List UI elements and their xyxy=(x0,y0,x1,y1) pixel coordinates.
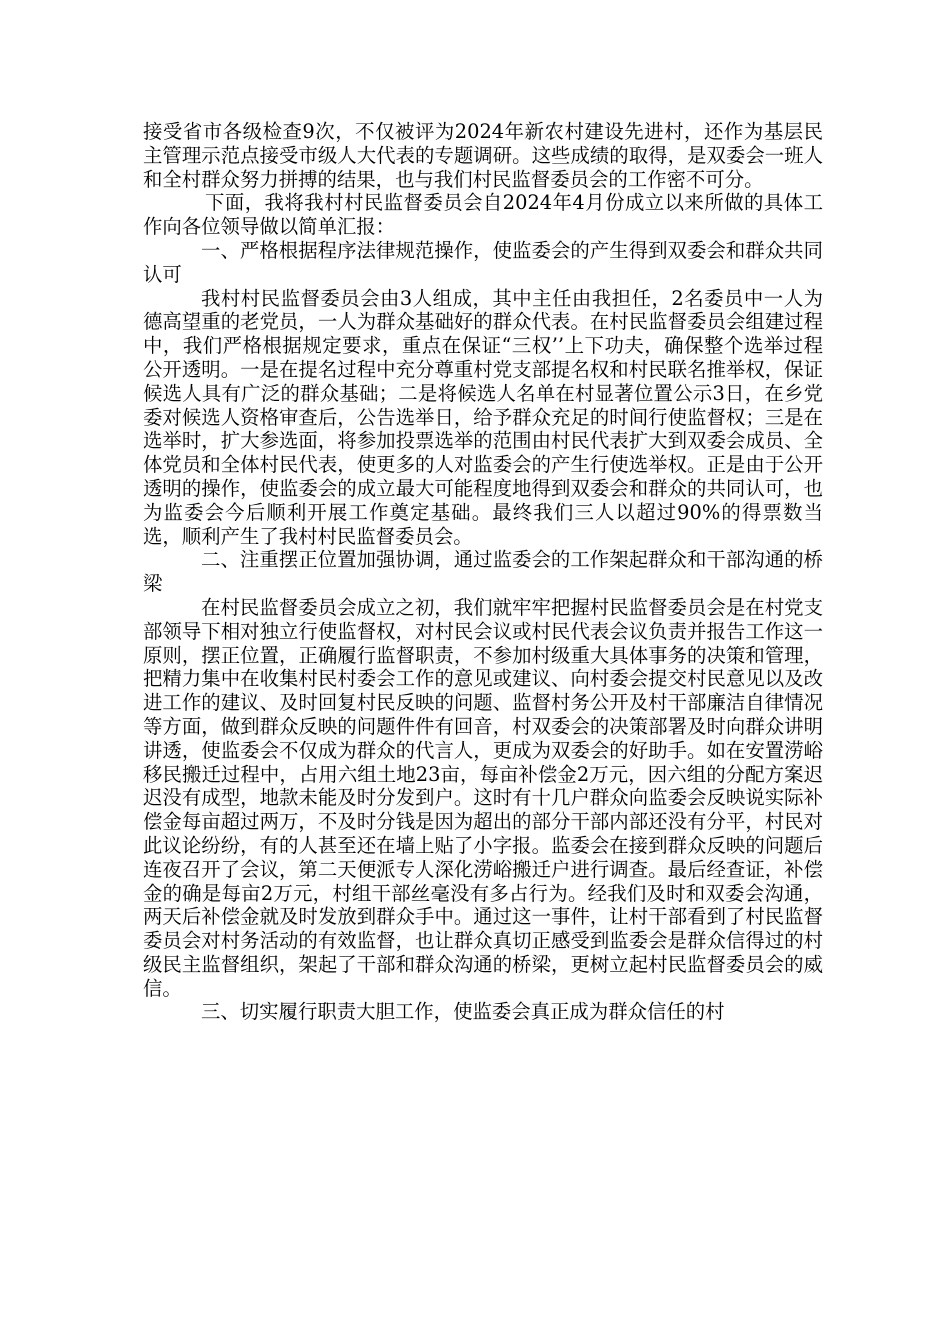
paragraph-2: 下面，我将我村村民监督委员会自2024年4月份成立以来所做的具体工作向各位领导做以简单汇报： xyxy=(143,191,823,239)
document-body xyxy=(143,120,823,1024)
section-heading-1: 一、严格根据程序法律规范操作，使监委会的产生得到双委会和群众共同认可 xyxy=(143,238,823,286)
paragraph-3: 我村村民监督委员会由3人组成，其中主任由我担任，2名委员中一人为德高望重的老党员，一人为群众基础好的群众代表。在村民监督委员会组建过程中，我们严格根据规定要求，重点在保证“三权’’上下功夫，确保整个选举过程公开透明。一是在提名过程中充分尊重村党支部提名权和村民联名推举权，保证候选人具有广泛的群众基础；二是将候选人名单在村显著位置公示3日，在乡党委对候选人资格审查后，公告选举日，给予群众充足的时间行使监督权；三是在选举时，扩大参选面，将参加投票选举的范围由村民代表扩大到双委会成员、全体党员和全体村民代表，使更多的人对监委会的产生行使选举权。正是由于公开透明的操作，使监委会的成立最大可能程度地得到双委会和群众的共同认可，也为监委会今后顺利开展工作奠定基础。最终我们三人以超过90%的得票数当选，顺利产生了我村村民监督委员会。 xyxy=(143,286,823,548)
section-heading-3: 三、切实履行职责大胆工作，使监委会真正成为群众信任的村 xyxy=(201,1000,725,1024)
paragraph-1: 接受省市各级检查9次，不仅被评为2024年新农村建设先进村，还作为基层民主管理示范点接受市级人大代表的专题调研。这些成绩的取得，是双委会一班人和全村群众努力拼搏的结果，也与我们村民监督委员会的工作密不可分。 xyxy=(143,120,823,191)
paragraph-4: 在村民监督委员会成立之初，我们就牢牢把握村民监督委员会是在村党支部领导下相对独立行使监督权，对村民会议或村民代表会议负责并报告工作这一原则，摆正位置，正确履行监督职责，不参加村级重大具体事务的决策和管理，把精力集中在收集村民村委会工作的意见或建议、向村委会提交村民意见以及改进工作的建议、及时回复村民反映的问题、监督村务公开及村干部廉洁自律情况等方面，做到群众反映的问题件件有回音，村双委会的决策部署及时向群众讲明讲透，使监委会不仅成为群众的代言人，更成为双委会的好助手。如在安置涝峪移民搬迁过程中，占用六组土地23亩，每亩补偿金2万元，因六组的分配方案迟迟没有成型，地款未能及时分发到户。这时有十几户群众向监委会反映说实际补偿金每亩超过两万，不及时分钱是因为超出的部分干部内部还没有分平，村民对此议论纷纷，有的人甚至还在墙上贴了小字报。监委会在接到群众反映的问题后连夜召开了会议，第二天便派专人深化涝峪搬迁户进行调查。最后经查证，补偿金的确是每亩2万元，村组干部丝毫没有多占行为。经我们及时和双委会沟通，两天后补偿金就及时发放到群众手中。通过这一事件，让村干部看到了村民监督委员会对村务活动的有效监督，也让群众真切正感受到监委会是群众信得过的村级民主监督组织，架起了干部和群众沟通的桥梁，更树立起村民监督委员会的威信。 xyxy=(143,595,823,1000)
section-heading-2: 二、注重摆正位置加强协调，通过监委会的工作架起群众和干部沟通的桥梁 xyxy=(143,548,823,596)
